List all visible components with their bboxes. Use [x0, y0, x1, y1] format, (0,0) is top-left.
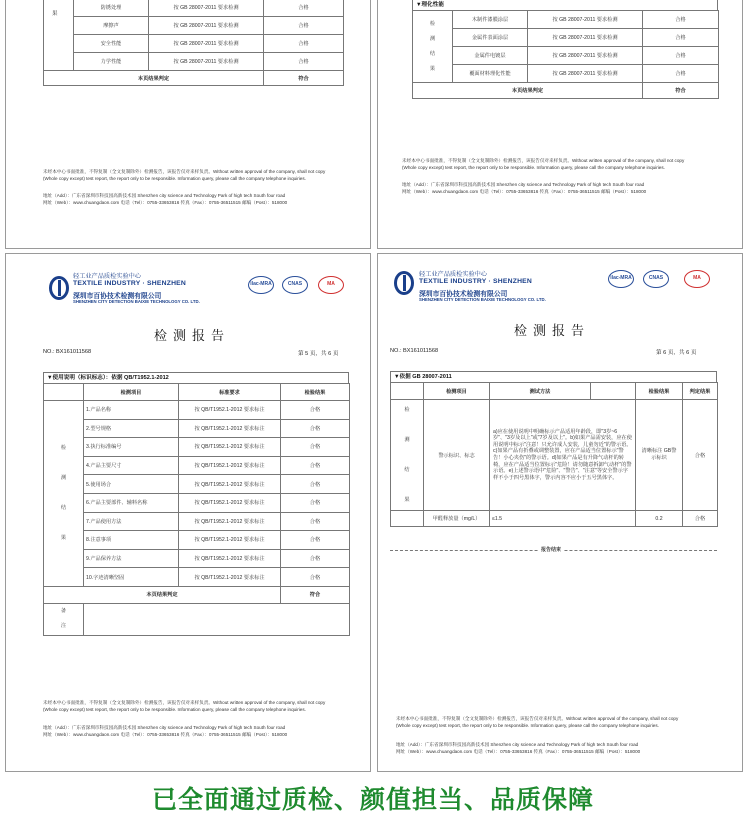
header-verdict: 判定结果 [683, 383, 718, 400]
footer-contact: 网址（Web）：www.chuangdaon.com 电话（Tel）：0755-33653816 传真（Fax）：0755-36511515 邮编（Post）：518000 [43, 732, 288, 737]
table-row: 7.产品使用方法 [84, 512, 179, 531]
table-row: 5.使用场合 [84, 475, 179, 494]
report-number: NO.: BX161011568 [43, 349, 92, 355]
footer-contact: 网址（Web）：www.chuangdaon.com 电话（Tel）：0755-33653816 传真（Fax）：0755-36511515 邮编（Post）：518000 [402, 189, 647, 194]
page-indicator: 第 6 页，共 6 页 [656, 350, 697, 356]
footer-note: 未经本中心书面批准，不得复制（全文复制除外）检测报告，该报告仅对来样负责。Without written approval of the company, shall not copy [396, 716, 679, 721]
table-cell: 合格 [683, 400, 718, 511]
report-title: 检测报告 [514, 323, 591, 338]
results-table [43, 0, 344, 86]
table-cell: 按 QB/T1952.1-2012 要求标注 [179, 531, 281, 550]
table-cell: 合格 [264, 53, 344, 71]
table-cell: 0.2 [636, 511, 683, 527]
table-cell: 按 GB 28007-2011 要求检测 [149, 53, 264, 71]
table-cell: 合格 [643, 11, 719, 29]
table-cell: 合格 [683, 511, 718, 527]
table-cell: 合格 [281, 531, 350, 550]
cnas-badge-icon: CNAS [643, 270, 669, 288]
table-cell: 合格 [281, 475, 350, 494]
ilac-mra-badge-icon: ilac-MRA [608, 270, 634, 288]
table-cell: 金属件表面涂层 [453, 29, 528, 47]
footer-contact: 网址（Web）：www.chuangdaon.com 电话（Tel）：0755-33653816 传真（Fax）：0755-36511515 邮编（Post）：518000 [396, 749, 641, 754]
footer-note-en: (Whole copy except) test report, the report only to be responsible. Information query, please call the company telephone inquiries. [43, 707, 306, 712]
page-verdict-value: 符合 [264, 71, 344, 86]
table-cell: 按 QB/T1952.1-2012 要求标注 [179, 438, 281, 457]
table-row: 6.产品主要部件、辅料名称 [84, 493, 179, 512]
table-cell: 合格 [643, 65, 719, 83]
section-header: ▼理化性能 [412, 0, 718, 11]
org-name-en: TEXTILE INDUSTRY · SHENZHEN [73, 280, 187, 287]
page-verdict-value: 符合 [643, 83, 719, 99]
footer-contact: 网址（Web）：www.chuangdaon.com 电话（Tel）：0755-33653816 传真（Fax）：0755-36511515 邮编（Post）：518000 [43, 200, 288, 205]
report-end-label: 报告结束 [538, 546, 564, 553]
header-result: 检验结果 [281, 384, 350, 401]
results-column-label: 检 测 结 果 [44, 401, 84, 587]
org-name-en: TEXTILE INDUSTRY · SHENZHEN [419, 278, 533, 285]
results-table [412, 10, 719, 99]
footer-address: 地址（Add）：广东省深圳市科技园高新技术园 Shenzhen city science and Technology Park of high tech South four road [43, 193, 286, 198]
report-number: NO.: BX161011568 [390, 348, 439, 354]
header-result: 检验结果 [636, 383, 683, 400]
usage-instructions-table [43, 383, 350, 636]
table-row: 3.执行标准编号 [84, 438, 179, 457]
quality-banner: 已全面通过质检、颜值担当、品质保障 [151, 785, 594, 814]
table-cell: 甲醛释放量（mg/L） [424, 511, 490, 527]
report-title: 检测报告 [154, 328, 231, 343]
table-cell: 按 QB/T1952.1-2012 要求标注 [179, 456, 281, 475]
table-cell: 按 QB/T1952.1-2012 要求标注 [179, 475, 281, 494]
footer-address: 地址（Add）：广东省深圳市科技园高新技术园 Shenzhen city science and Technology Park of high tech South four road [396, 742, 639, 747]
table-cell: 合格 [281, 568, 350, 587]
footer-address: 地址（Add）：广东省深圳市科技园高新技术园 Shenzhen city science and Technology Park of high tech South four road [402, 182, 645, 187]
header-standard: 标准要求 [179, 384, 281, 401]
lab-logo-icon [49, 276, 69, 300]
report-page-top-left [5, 0, 371, 249]
results-column-label: 检 测 结 果 [413, 11, 453, 83]
table-row: 1.产品名称 [84, 401, 179, 420]
table-cell: 清晰标注 GB警示标识 [636, 400, 683, 511]
table-cell: 按 GB 28007-2011 要求检测 [528, 29, 643, 47]
header-item: 检测项目 [84, 384, 179, 401]
table-cell: 安全性能 [74, 35, 149, 53]
table-row: 2.型号规格 [84, 419, 179, 438]
table-cell: 按 QB/T1952.1-2012 要求标注 [179, 493, 281, 512]
table-row: 4.产品主要尺寸 [84, 456, 179, 475]
footer-note: 未经本中心书面批准，不得复制（全文复制除外）检测报告，该报告仅对来样负责。Without written approval of the company, shall not copy [43, 169, 326, 174]
lab-logo-icon [394, 271, 414, 295]
company-name-en: SHENZHEN CITY DETECTION BAIXIE TECHNOLOGY CO. LTD. [73, 299, 200, 304]
section-header: ▼依据 GB 28007-2011 [390, 371, 717, 383]
table-cell: 按 QB/T1952.1-2012 要求标注 [179, 419, 281, 438]
footer-address: 地址（Add）：广东省深圳市科技园高新技术园 Shenzhen city science and Technology Park of high tech South four road [43, 725, 286, 730]
table-cell: 覆面材料理化性能 [453, 65, 528, 83]
cnas-badge-icon: CNAS [282, 276, 308, 294]
company-name-cn: 深圳市百协技术检测有限公司 [419, 291, 508, 298]
company-name-cn: 深圳市百协技术检测有限公司 [73, 293, 162, 300]
footer-note-en: (Whole copy except) test report, the report only to be responsible. Information query, please call the company telephone inquiries. [396, 723, 659, 728]
table-cell: 合格 [281, 493, 350, 512]
table-cell: 摩擦声 [74, 17, 149, 35]
table-cell: 合格 [281, 456, 350, 475]
report-page-top-right [377, 0, 743, 249]
page-verdict-label: 本页结果判定 [44, 586, 281, 603]
table-cell: 金属件电镀层 [453, 47, 528, 65]
table-cell: 合格 [643, 29, 719, 47]
table-cell: 合格 [281, 401, 350, 420]
table-cell: 合格 [281, 549, 350, 568]
table-cell: 按 QB/T1952.1-2012 要求标注 [179, 568, 281, 587]
table-row: 8.注意事项 [84, 531, 179, 550]
table-cell: 按 GB 28007-2011 要求检测 [149, 0, 264, 17]
table-cell: 力学性能 [74, 53, 149, 71]
section-header: ▼使用说明（标识标志）：依据 QB/T1952.1-2012 [43, 372, 349, 384]
cma-badge-icon: MA [684, 270, 710, 288]
table-cell: 按 QB/T1952.1-2012 要求标注 [179, 512, 281, 531]
page-verdict-value: 符合 [281, 586, 350, 603]
table-cell: 按 GB 28007-2011 要求检测 [528, 47, 643, 65]
table-cell: 木制件漆膜涂层 [453, 11, 528, 29]
cma-badge-icon: MA [318, 276, 344, 294]
table-cell: 按 GB 28007-2011 要求检测 [149, 35, 264, 53]
table-cell: 合格 [643, 47, 719, 65]
table-cell: ≤1.5 [490, 511, 636, 527]
table-row: 9.产品保养方法 [84, 549, 179, 568]
header-method: 测试方法 [490, 383, 591, 400]
table-cell: 按 QB/T1952.1-2012 要求标注 [179, 549, 281, 568]
remarks-label: 备 注 [44, 603, 84, 635]
org-name-cn: 轻工业产品质检实验中心 [419, 271, 488, 278]
table-cell: 合格 [264, 17, 344, 35]
header-item: 检测项目 [424, 383, 490, 400]
warning-label-table [390, 382, 718, 527]
footer-note-en: (Whole copy except) test report, the report only to be responsible. Information query, please call the company telephone inquiries. [43, 176, 306, 181]
table-cell: 警示标识、标志 [424, 400, 490, 511]
table-cell: 按 GB 28007-2011 要求检测 [528, 11, 643, 29]
results-column-label: 果 [52, 11, 58, 17]
report-page-6 [377, 253, 743, 772]
page-verdict-label: 本页结果判定 [413, 83, 643, 99]
org-name-cn: 轻工业产品质检实验中心 [73, 273, 142, 280]
ilac-mra-badge-icon: ilac-MRA [248, 276, 274, 294]
table-row: 10.字迹清晰坚固 [84, 568, 179, 587]
footer-note: 未经本中心书面批准，不得复制（全文复制除外）检测报告，该报告仅对来样负责。Without written approval of the company, shall not copy [43, 700, 326, 705]
table-cell: 按 GB 28007-2011 要求检测 [149, 17, 264, 35]
table-cell: 按 QB/T1952.1-2012 要求标注 [179, 401, 281, 420]
page-indicator: 第 5 页，共 6 页 [298, 351, 339, 357]
page-verdict-label: 本页结果判定 [44, 71, 264, 86]
table-cell: 合格 [281, 419, 350, 438]
report-page-5 [5, 253, 371, 772]
table-cell: 防锈处理 [74, 0, 149, 17]
test-method-text: a)应在使用说明中明确标示产品适用年龄段，即"3岁~6岁"、"3岁及以上"或"7岁及以上"。b)如果产品需安装，应在使用说明中标示"注意！只允许成人安装，儿童勿近"的警示语。c)如果产品有折叠或调整装置，应在产品适当位置标示"警告！小心夹伤"的警示语。d)如果产品是有升降气动杆的转椅，应在产品适当位置标示"危险！请勿随意拆卸气动杆"的警示语。e)上述警示语中"危险"、"警告"、"注意"等安全警示字样不小于四号黑体字，警示内容不应小于五号黑体字。 [490, 400, 636, 511]
results-column-label: 检 测 结 果 [391, 400, 424, 511]
table-cell: 合格 [281, 438, 350, 457]
company-name-en: SHENZHEN CITY DETECTION BAIXIE TECHNOLOGY CO. LTD. [419, 297, 546, 302]
table-cell: 合格 [264, 35, 344, 53]
footer-note: 未经本中心书面批准，不得复制（全文复制除外）检测报告，该报告仅对来样负责。Without written approval of the company, shall not copy [402, 158, 685, 163]
footer-note-en: (Whole copy except) test report, the report only to be responsible. Information query, please call the company telephone inquiries. [402, 165, 665, 170]
table-cell: 按 GB 28007-2011 要求检测 [528, 65, 643, 83]
table-cell: 合格 [264, 0, 344, 17]
table-cell: 合格 [281, 512, 350, 531]
